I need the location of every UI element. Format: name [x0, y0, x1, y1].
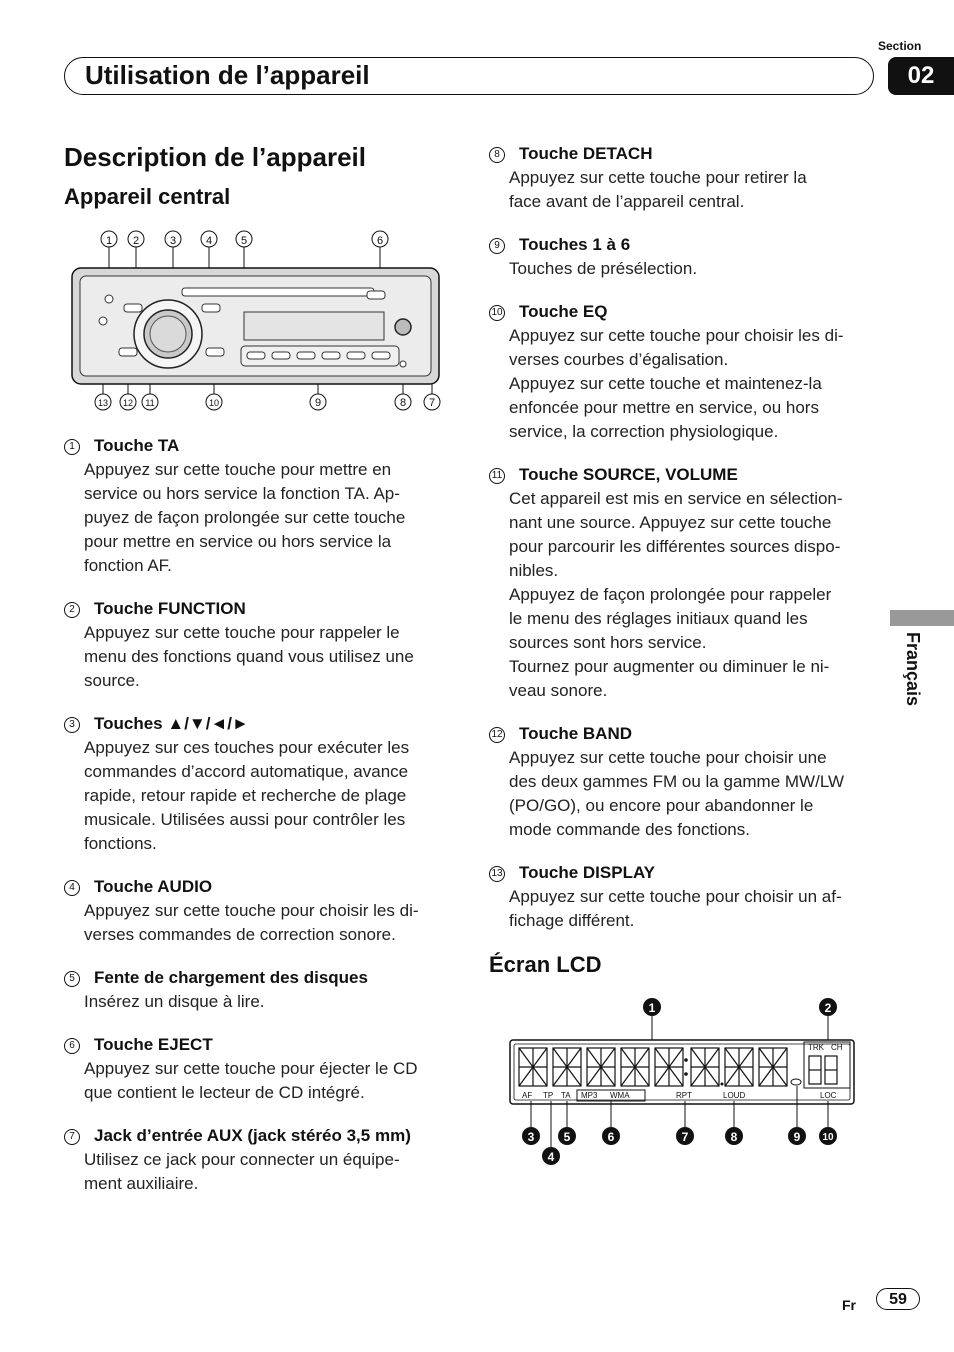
- item-body-line: nant une source. Appuyez sur cette touche: [509, 513, 832, 532]
- item-body: [64, 1057, 454, 1105]
- item-body-line: source.: [84, 671, 140, 690]
- lcd-callout: 4: [547, 1150, 555, 1164]
- item-number: 10: [489, 305, 505, 321]
- item-body-line: Tournez pour augmenter ou diminuer le ni-: [509, 657, 830, 676]
- callouts-bottom: [95, 394, 440, 410]
- lcd-callout: 10: [822, 1132, 834, 1143]
- callout-bottom: 12: [122, 398, 134, 408]
- item-title-text: Touche SOURCE, VOLUME: [519, 465, 738, 484]
- item-body-line: face avant de l’appareil central.: [509, 192, 745, 211]
- item-number: 3: [64, 717, 80, 733]
- item-number: 13: [489, 866, 505, 882]
- lcd-callout: 8: [730, 1130, 738, 1144]
- item-body: [64, 990, 454, 1014]
- item-body: [64, 1148, 454, 1196]
- description-item: [64, 434, 454, 578]
- section-number-badge: 02: [888, 57, 954, 95]
- left-column: [64, 434, 454, 1215]
- item-body-line: Touches de présélection.: [509, 259, 698, 278]
- item-title: [489, 463, 879, 487]
- item-body-line: Appuyez sur cette touche pour mettre en: [84, 460, 392, 479]
- callouts-top: [101, 231, 388, 247]
- description-item: [489, 142, 879, 214]
- item-number: 5: [64, 971, 80, 987]
- item-body-line: sources sont hors service.: [509, 633, 707, 652]
- description-item: [489, 300, 879, 444]
- description-item: [64, 875, 454, 947]
- item-body-line: Appuyez sur cette touche pour retirer la: [509, 168, 807, 187]
- item-body-line: menu des fonctions quand vous utilisez une: [84, 647, 414, 666]
- callout-top: 1: [105, 235, 113, 247]
- item-title-text: Touche AUDIO: [94, 877, 213, 896]
- item-body: [64, 736, 454, 856]
- item-number: 9: [489, 238, 505, 254]
- callout-top: 2: [132, 235, 140, 247]
- item-body-line: Appuyez sur cette touche pour choisir les di-: [84, 901, 419, 920]
- description-item: [64, 966, 454, 1014]
- item-body-line: Insérez un disque à lire.: [84, 992, 265, 1011]
- item-title: [64, 1033, 454, 1057]
- item-body-line: rapide, retour rapide et recherche de plage: [84, 786, 407, 805]
- description-item: [64, 712, 454, 856]
- item-body-line: veau sonore.: [509, 681, 608, 700]
- subtitle-ecran-lcd: Écran LCD: [489, 952, 602, 977]
- item-body-line: pour mettre en service ou hors service la: [84, 532, 392, 551]
- item-body: [489, 324, 879, 444]
- lcd-diagram: [505, 994, 860, 1169]
- section-label: Section: [878, 39, 922, 53]
- item-body-line: Cet appareil est mis en service en sélection-: [509, 489, 843, 508]
- item-body-line: nibles.: [509, 561, 559, 580]
- lcd-label-af: AF: [522, 1091, 533, 1100]
- item-body-line: fonctions.: [84, 834, 157, 853]
- item-title-text: Touche DETACH: [519, 144, 653, 163]
- item-number: 4: [64, 880, 80, 896]
- item-title-text: Touche DISPLAY: [519, 863, 656, 882]
- subtitle-appareil-central: Appareil central: [64, 184, 231, 209]
- item-body: [64, 621, 454, 693]
- item-title-text: Touche BAND: [519, 724, 633, 743]
- language-label: Français: [903, 632, 923, 707]
- lcd-callout: 2: [824, 1001, 832, 1015]
- item-body: [489, 746, 879, 842]
- item-body-line: (PO/GO), ou encore pour abandonner le: [509, 796, 814, 815]
- item-number: 1: [64, 439, 80, 455]
- item-body-line: verses commandes de correction sonore.: [84, 925, 396, 944]
- lcd-callout: 6: [607, 1130, 615, 1144]
- lcd-callout: 1: [648, 1001, 656, 1015]
- item-title: [64, 712, 454, 736]
- lcd-label-loc: LOC: [820, 1091, 837, 1100]
- item-title-text: Touches ▲/▼/◄/►: [94, 714, 249, 733]
- callout-top: 3: [169, 235, 177, 247]
- item-title: [64, 966, 454, 990]
- page-number: 59: [876, 1288, 920, 1310]
- item-title-text: Touche TA: [94, 436, 180, 455]
- item-body: [489, 166, 879, 214]
- item-title-text: Fente de chargement des disques: [94, 968, 368, 987]
- item-title: [64, 1124, 454, 1148]
- lcd-label-mp3: MP3: [581, 1091, 598, 1100]
- lcd-label-ta: TA: [561, 1091, 571, 1100]
- right-column: [489, 142, 879, 952]
- callout-bottom: 10: [208, 398, 220, 408]
- item-number: 12: [489, 727, 505, 743]
- lcd-label-trk: TRK: [808, 1043, 824, 1052]
- item-body-line: service ou hors service la fonction TA. Ap-: [84, 484, 400, 503]
- item-number: 8: [489, 147, 505, 163]
- lcd-label-tp: TP: [543, 1091, 554, 1100]
- item-body-line: Appuyez sur cette touche pour choisir les di-: [509, 326, 844, 345]
- item-body-line: mode commande des fonctions.: [509, 820, 750, 839]
- item-title-text: Touche EJECT: [94, 1035, 213, 1054]
- language-tab: [890, 610, 954, 626]
- item-body-line: Utilisez ce jack pour connecter un équipe-: [84, 1150, 400, 1169]
- item-title: [489, 142, 879, 166]
- item-title: [64, 597, 454, 621]
- item-body-line: service, la correction physiologique.: [509, 422, 779, 441]
- description-item: [489, 722, 879, 842]
- item-body-line: Appuyez sur cette touche pour choisir une: [509, 748, 827, 767]
- item-body-line: Appuyez de façon prolongée pour rappeler: [509, 585, 832, 604]
- item-body-line: pour parcourir les différentes sources dispo-: [509, 537, 841, 556]
- item-number: 7: [64, 1129, 80, 1145]
- lcd-callout: 3: [527, 1130, 535, 1144]
- item-body-line: Appuyez sur ces touches pour exécuter les: [84, 738, 410, 757]
- item-body-line: Appuyez sur cette touche et maintenez-la: [509, 374, 822, 393]
- item-number: 6: [64, 1038, 80, 1054]
- page-title: Description de l’appareil: [64, 142, 366, 172]
- item-number: 2: [64, 602, 80, 618]
- callout-top: 6: [376, 235, 384, 247]
- item-body-line: puyez de façon prolongée sur cette touche: [84, 508, 406, 527]
- description-item: [489, 861, 879, 933]
- item-body-line: que contient le lecteur de CD intégré.: [84, 1083, 365, 1102]
- item-body-line: fonction AF.: [84, 556, 172, 575]
- item-body: [64, 899, 454, 947]
- head-unit-diagram: [64, 224, 450, 420]
- callout-bottom: 9: [314, 397, 322, 409]
- lcd-label-loud: LOUD: [723, 1091, 746, 1100]
- item-body: [489, 885, 879, 933]
- item-body: [64, 458, 454, 578]
- description-item: [489, 233, 879, 281]
- header-title: Utilisation de l’appareil: [85, 60, 370, 90]
- lcd-label-rpt: RPT: [676, 1091, 692, 1100]
- item-body-line: Appuyez sur cette touche pour rappeler le: [84, 623, 400, 642]
- item-body-line: commandes d’accord automatique, avance: [84, 762, 409, 781]
- item-title-text: Jack d’entrée AUX (jack stéréo 3,5 mm): [94, 1126, 411, 1145]
- item-body-line: ment auxiliaire.: [84, 1174, 199, 1193]
- item-body-line: Appuyez sur cette touche pour éjecter le CD: [84, 1059, 418, 1078]
- item-title-text: Touche FUNCTION: [94, 599, 246, 618]
- item-body: [489, 487, 879, 703]
- item-title: [489, 300, 879, 324]
- description-item: [64, 1124, 454, 1196]
- lcd-callout: 7: [681, 1130, 689, 1144]
- lcd-callout: 9: [793, 1130, 801, 1144]
- callout-bottom: 11: [145, 398, 155, 408]
- item-body-line: enfoncée pour mettre en service, ou hors: [509, 398, 819, 417]
- callout-bottom: 7: [428, 397, 436, 409]
- item-title: [64, 434, 454, 458]
- item-body-line: des deux gammes FM ou la gamme MW/LW: [509, 772, 845, 791]
- lcd-label-wma: WMA: [610, 1091, 630, 1100]
- item-title: [64, 875, 454, 899]
- item-title-text: Touches 1 à 6: [519, 235, 631, 254]
- item-body-line: verses courbes d’égalisation.: [509, 350, 729, 369]
- item-body-line: Appuyez sur cette touche pour choisir un af-: [509, 887, 842, 906]
- description-item: [64, 1033, 454, 1105]
- item-number: 11: [489, 468, 505, 484]
- item-title: [489, 861, 879, 885]
- callout-top: 5: [240, 235, 248, 247]
- lcd-callout: 5: [563, 1130, 571, 1144]
- item-title: [489, 722, 879, 746]
- footer-language: Fr: [842, 1297, 856, 1313]
- description-item: [64, 597, 454, 693]
- item-title-text: Touche EQ: [519, 302, 608, 321]
- lcd-label-ch: CH: [831, 1043, 843, 1052]
- callout-top: 4: [205, 235, 213, 247]
- item-title: [489, 233, 879, 257]
- callout-bottom: 8: [399, 397, 407, 409]
- callout-bottom: 13: [97, 398, 109, 408]
- item-body-line: le menu des réglages initiaux quand les: [509, 609, 808, 628]
- description-item: [489, 463, 879, 703]
- item-body-line: fichage différent.: [509, 911, 635, 930]
- item-body: [489, 257, 879, 281]
- item-body-line: musicale. Utilisées aussi pour contrôler les: [84, 810, 406, 829]
